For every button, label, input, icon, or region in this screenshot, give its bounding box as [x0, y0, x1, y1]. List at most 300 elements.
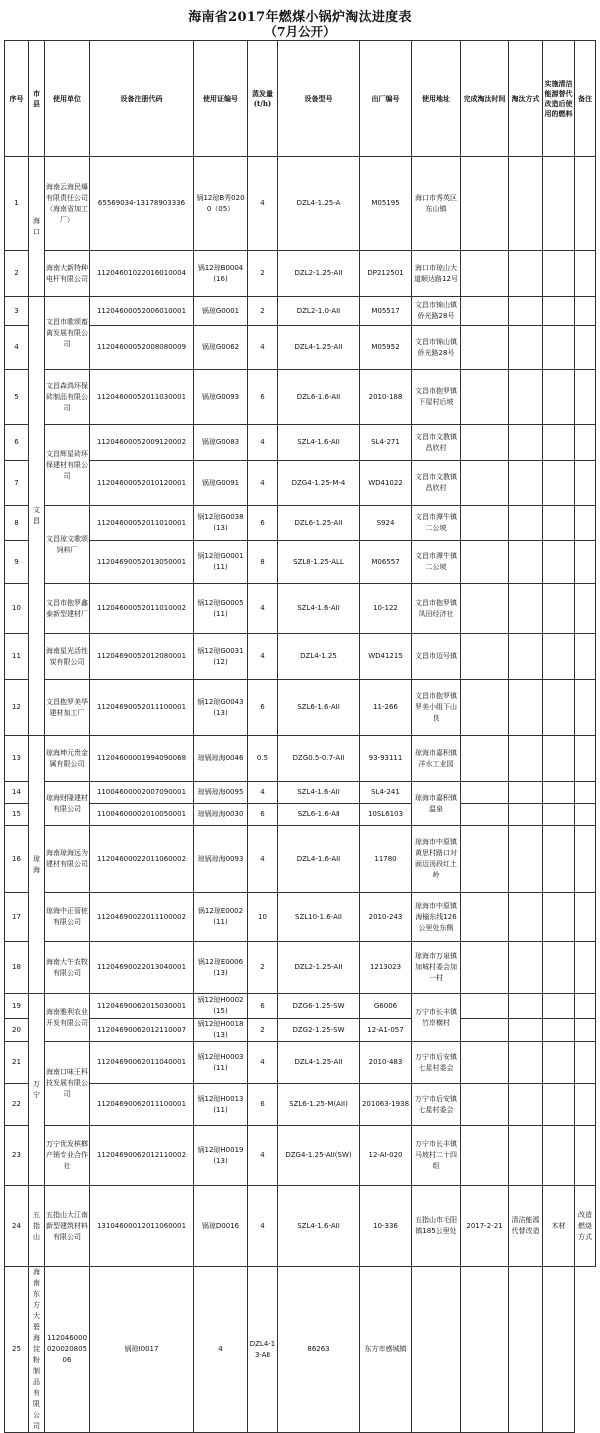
cell-method [509, 826, 543, 893]
cell-fuel: 木材 [543, 1186, 575, 1267]
cell-method [509, 461, 543, 506]
table-row [5, 506, 596, 541]
cell-method [509, 370, 543, 425]
cell-unit: 海南云海民爆有限责任公司（海南省加工厂） [45, 157, 90, 251]
cell-address: 万宁市后安镇七星村委会 [412, 1042, 461, 1084]
cell-done-time [461, 736, 509, 782]
cell-done-time [412, 1267, 461, 1433]
cell-seq: 7 [5, 461, 29, 506]
cell-remark [575, 680, 596, 736]
table-row [5, 157, 596, 251]
cell-address: 海口市秀英区东山镇 [412, 157, 461, 251]
cell-done-time [461, 1126, 509, 1186]
cell-reg-code: 11204690052013050001 [90, 541, 194, 584]
cell-fuel [543, 942, 575, 994]
cell-evap: 4 [248, 157, 278, 251]
cell-seq: 8 [5, 506, 29, 541]
cell-seq: 18 [5, 942, 29, 994]
cell-fuel [543, 326, 575, 370]
table-row [5, 251, 596, 297]
cell-fuel [543, 370, 575, 425]
cell-factory-no: 93-93111 [360, 736, 412, 782]
cell-cert-no: 锅12琼H0002(15) [194, 994, 248, 1019]
cell-done-time [461, 541, 509, 584]
cell-model: DZL2-1.25-AII [278, 251, 360, 297]
cell-remark [575, 826, 596, 893]
cell-cert-no: 锅琼G0001 [194, 297, 248, 326]
cell-method [509, 736, 543, 782]
header-done-time: 完成淘汰时间 [461, 41, 509, 157]
header-county: 市县 [29, 41, 45, 157]
cell-address: 琼海市万泉镇加城村委会加一村 [412, 942, 461, 994]
cell-county: 文昌 [29, 297, 45, 736]
cell-fuel [543, 1019, 575, 1042]
table-row [5, 994, 596, 1019]
cell-unit: 海南口味王科技发展有限公司 [45, 1042, 90, 1126]
cell-model: DZG2-1.25-SW [278, 1019, 360, 1042]
cell-remark: 改造燃烧方式 [575, 1186, 596, 1267]
cell-reg-code: 65569034-13178903336 [90, 157, 194, 251]
cell-done-time [461, 157, 509, 251]
cell-factory-no: M05517 [360, 297, 412, 326]
cell-model: DZG0.5-0.7-AII [278, 736, 360, 782]
cell-factory-no: 10SL6103 [360, 804, 412, 826]
cell-seq: 10 [5, 584, 29, 634]
header-factory-no: 出厂编号 [360, 41, 412, 157]
cell-address: 文昌市文教镇昌欣村 [412, 425, 461, 461]
cell-seq: 14 [5, 782, 29, 804]
cell-factory-no: 2010-243 [360, 893, 412, 942]
cell-method [509, 782, 543, 804]
cell-unit: 海南星光活性炭有限公司 [45, 634, 90, 680]
cell-cert-no: 锅12琼G0031(12) [194, 634, 248, 680]
cell-remark [575, 425, 596, 461]
cell-seq: 5 [5, 370, 29, 425]
cell-remark [575, 1126, 596, 1186]
cell-unit: 文昌市歌颂畜禽发展有限公司 [45, 297, 90, 370]
table-row [5, 680, 596, 736]
cell-model: DZG6-1.25-SW [278, 994, 360, 1019]
cell-cert-no: 琼锅琼海0046 [194, 736, 248, 782]
cell-reg-code: 11004600002010050001 [90, 804, 194, 826]
cell-address: 文昌市潭牛镇二公坡 [412, 506, 461, 541]
cell-evap: 4 [248, 782, 278, 804]
cell-evap: 4 [248, 826, 278, 893]
table-row [5, 584, 596, 634]
cell-reg-code: 11204601022016010004 [90, 251, 194, 297]
cell-method [509, 1042, 543, 1084]
cell-evap: 4 [248, 326, 278, 370]
cell-model: DZL2-1.0-AII [278, 297, 360, 326]
cell-seq: 19 [5, 994, 29, 1019]
cell-cert-no: 锅琼D0016 [194, 1186, 248, 1267]
table-row [5, 893, 596, 942]
cell-method [509, 584, 543, 634]
cell-evap: 6 [248, 994, 278, 1019]
cell-seq: 13 [5, 736, 29, 782]
cell-cert-no: 锅琼G0062 [194, 326, 248, 370]
cell-factory-no: 11780 [360, 826, 412, 893]
table-row [5, 1126, 596, 1186]
cell-cert-no: 锅12琼B0004(16) [194, 251, 248, 297]
cell-seq: 25 [5, 1267, 29, 1433]
cell-remark [575, 893, 596, 942]
cell-done-time [461, 1042, 509, 1084]
cell-evap: 8 [248, 541, 278, 584]
cell-done-time [461, 942, 509, 994]
cell-cert-no: 锅12琼G0005(11) [194, 584, 248, 634]
cell-remark [543, 1267, 575, 1433]
cell-cert-no: 琼锅琼海0093 [194, 826, 248, 893]
table-row [5, 1186, 596, 1267]
cell-cert-no: 锅12琼H0019(13) [194, 1126, 248, 1186]
cell-evap: 6 [248, 804, 278, 826]
cell-evap: 10 [248, 893, 278, 942]
cell-model: SZL10-1.6-AII [278, 893, 360, 942]
cell-seq: 22 [5, 1084, 29, 1126]
cell-model: SZL4-1.6-AII [278, 425, 360, 461]
cell-fuel [543, 782, 575, 804]
table-body [5, 157, 596, 1433]
cell-method [509, 942, 543, 994]
cell-remark [575, 461, 596, 506]
cell-model: SZL4-1.6-AII [278, 584, 360, 634]
cell-done-time [461, 1019, 509, 1042]
cell-model: DZL6-1.6-AII [278, 370, 360, 425]
cell-reg-code: 11204690062012110007 [90, 1019, 194, 1042]
cell-address: 东方市感城镇 [360, 1267, 412, 1433]
document-subtitle: （7月公开） [264, 24, 336, 39]
cell-factory-no: 86263 [278, 1267, 360, 1433]
cell-seq: 11 [5, 634, 29, 680]
cell-evap: 0.5 [248, 736, 278, 782]
table-row [5, 1019, 596, 1042]
cell-reg-code: 11204690062011040001 [90, 1042, 194, 1084]
cell-evap: 4 [248, 461, 278, 506]
cell-seq: 23 [5, 1126, 29, 1186]
cell-county: 五指山 [29, 1186, 45, 1267]
cell-address: 文昌市迈号镇 [412, 634, 461, 680]
cell-unit: 琼海财隆建材有限公司 [45, 782, 90, 826]
cell-done-time [461, 804, 509, 826]
header-seq: 序号 [5, 41, 29, 157]
cell-seq: 4 [5, 326, 29, 370]
cell-factory-no: 1213023 [360, 942, 412, 994]
cell-address: 文昌市抱罗镇下屋村后坡 [412, 370, 461, 425]
cell-fuel [543, 893, 575, 942]
table-row [5, 370, 596, 425]
table-row [5, 326, 596, 370]
header-method: 淘汰方式 [509, 41, 543, 157]
cell-remark [575, 782, 596, 804]
cell-model: SZL4-1.6-AII [278, 782, 360, 804]
cell-cert-no: 锅琼G0091 [194, 461, 248, 506]
cell-remark [575, 634, 596, 680]
cell-reg-code: 11204600002002080506 [45, 1267, 90, 1433]
cell-remark [575, 584, 596, 634]
cell-factory-no: DP212501 [360, 251, 412, 297]
cell-address: 琼海市嘉积镇洋水工业园 [412, 736, 461, 782]
cell-address: 文昌市抱罗镇罗美小组下山良 [412, 680, 461, 736]
cell-model: DZL4-13-AⅡ [248, 1267, 278, 1433]
cell-evap: 6 [248, 370, 278, 425]
cell-fuel [543, 461, 575, 506]
cell-remark [575, 804, 596, 826]
cell-reg-code: 11204600022011060002 [90, 826, 194, 893]
cell-address: 海口市琼山大道顺达路12号 [412, 251, 461, 297]
cell-unit: 文昌森鸿环保砖制品有限公司 [45, 370, 90, 425]
cell-address: 文昌市抱罗镇凤田经济社 [412, 584, 461, 634]
cell-evap: 4 [248, 1126, 278, 1186]
cell-seq: 9 [5, 541, 29, 584]
cell-reg-code: 11204690062012110002 [90, 1126, 194, 1186]
cell-factory-no: S924 [360, 506, 412, 541]
cell-method [509, 634, 543, 680]
cell-fuel [543, 1084, 575, 1126]
cell-factory-no: 2010-188 [360, 370, 412, 425]
cell-seq: 2 [5, 251, 29, 297]
cell-remark [575, 251, 596, 297]
cell-model: SZL8-1.25-ALL [278, 541, 360, 584]
cell-county: 万宁 [29, 994, 45, 1186]
cell-unit: 海南琼海远为建材有限公司 [45, 826, 90, 893]
cell-cert-no: 琼锅琼海0030 [194, 804, 248, 826]
cell-evap: 2 [248, 1019, 278, 1042]
header-fuel: 实施清洁能源替代改造后使用的燃料 [543, 41, 575, 157]
cell-remark [575, 736, 596, 782]
cell-evap: 4 [194, 1267, 248, 1433]
cell-address: 五指山市毛阳镇185公里处 [412, 1186, 461, 1267]
cell-evap: 4 [248, 1186, 278, 1267]
cell-unit: 万宁优发槟榔产销专业合作社 [45, 1126, 90, 1186]
cell-model: SZL4-1.6-AII [278, 1186, 360, 1267]
table-row [5, 736, 596, 782]
cell-cert-no: 锅12琼H0003(11) [194, 1042, 248, 1084]
cell-fuel [543, 826, 575, 893]
cell-factory-no: 10-122 [360, 584, 412, 634]
cell-model: DZL4-1.25-A [278, 157, 360, 251]
table-row [5, 461, 596, 506]
cell-cert-no: 锅12琼E0002(11) [194, 893, 248, 942]
cell-factory-no: M05195 [360, 157, 412, 251]
cell-fuel [543, 634, 575, 680]
cell-seq: 1 [5, 157, 29, 251]
boiler-elimination-table [4, 40, 596, 1433]
cell-factory-no: 12-A1-057 [360, 1019, 412, 1042]
cell-fuel [543, 804, 575, 826]
cell-address: 万宁市后安镇七星村委会 [412, 1084, 461, 1126]
cell-fuel [543, 1126, 575, 1186]
cell-remark [575, 326, 596, 370]
cell-address: 万宁市长丰镇竹岸横村 [412, 994, 461, 1042]
cell-reg-code: 11204690022013040001 [90, 942, 194, 994]
cell-factory-no: WD41022 [360, 461, 412, 506]
cell-reg-code: 13104600012011060001 [90, 1186, 194, 1267]
table-row [5, 297, 596, 326]
cell-reg-code: 11204600001994090068 [90, 736, 194, 782]
cell-remark [575, 157, 596, 251]
table-row [5, 425, 596, 461]
cell-unit: 琼海中正管桩有限公司 [45, 893, 90, 942]
cell-done-time [461, 782, 509, 804]
cell-address: 琼海市嘉积镇温泉 [412, 782, 461, 826]
cell-cert-no: 锅12琼H0018(13) [194, 1019, 248, 1042]
header-address: 使用地址 [412, 41, 461, 157]
cell-fuel [543, 425, 575, 461]
cell-evap: 2 [248, 297, 278, 326]
cell-model: DZL4-1.25-AII [278, 1042, 360, 1084]
cell-done-time [461, 893, 509, 942]
cell-fuel [543, 541, 575, 584]
cell-seq: 15 [5, 804, 29, 826]
cell-reg-code: 11204600052011010001 [90, 506, 194, 541]
cell-unit: 海南大午农牧有限公司 [45, 942, 90, 994]
cell-unit: 文昌抱罗美华建材加工厂 [45, 680, 90, 736]
cell-evap: 6 [248, 506, 278, 541]
cell-reg-code: 11004600002007090001 [90, 782, 194, 804]
cell-evap: 2 [248, 942, 278, 994]
header-model: 设备型号 [278, 41, 360, 157]
cell-model: SZL6-1.25-M(AII) [278, 1084, 360, 1126]
document-title: 海南省2017年燃煤小锅炉淘汰进度表 [188, 10, 412, 25]
cell-method [509, 804, 543, 826]
cell-address: 文昌市锦山镇侨光路28号 [412, 326, 461, 370]
cell-cert-no: 锅12琼B秀0200（05） [194, 157, 248, 251]
cell-done-time [461, 994, 509, 1019]
cell-done-time [461, 506, 509, 541]
cell-remark [575, 1042, 596, 1084]
cell-fuel [543, 297, 575, 326]
cell-method [509, 541, 543, 584]
cell-seq: 6 [5, 425, 29, 461]
cell-reg-code: 11204600052011030001 [90, 370, 194, 425]
cell-done-time [461, 425, 509, 461]
cell-model: DZG4-1.25-AII(SW) [278, 1126, 360, 1186]
cell-done-time [461, 584, 509, 634]
cell-factory-no: G6006 [360, 994, 412, 1019]
cell-method [509, 893, 543, 942]
cell-address: 文昌市文教镇昌欣村 [412, 461, 461, 506]
cell-evap: 6 [248, 1084, 278, 1126]
cell-remark [575, 994, 596, 1019]
cell-address: 文昌市锦山镇侨光路28号 [412, 297, 461, 326]
cell-seq: 17 [5, 893, 29, 942]
cell-method [509, 680, 543, 736]
cell-cert-no: 锅琼I0017 [90, 1267, 194, 1433]
cell-done-time [461, 370, 509, 425]
cell-factory-no: M06557 [360, 541, 412, 584]
cell-county: 琼海 [29, 736, 45, 994]
cell-factory-no: M05952 [360, 326, 412, 370]
cell-model: DZL4-1.25 [278, 634, 360, 680]
table-row [5, 541, 596, 584]
cell-factory-no: 2010-483 [360, 1042, 412, 1084]
cell-method [509, 297, 543, 326]
cell-seq: 16 [5, 826, 29, 893]
cell-done-time: 2017-2-21 [461, 1186, 509, 1267]
cell-method [509, 251, 543, 297]
cell-cert-no: 锅12琼G0001(11) [194, 541, 248, 584]
cell-unit: 五指山大江南新型建筑材料有限公司 [45, 1186, 90, 1267]
cell-method [509, 157, 543, 251]
cell-model: DZL2-1.25-AII [278, 942, 360, 994]
cell-remark [575, 1019, 596, 1042]
cell-address: 万宁市长丰镇马坡村二十四组 [412, 1126, 461, 1186]
header-evap: 蒸发量(t/h) [248, 41, 278, 157]
cell-cert-no: 锅琼G0093 [194, 370, 248, 425]
cell-model: DZL4-1.6-AII [278, 826, 360, 893]
cell-cert-no: 锅12琼H0013(11) [194, 1084, 248, 1126]
cell-method [509, 506, 543, 541]
table-row [5, 1042, 596, 1084]
header-reg-code: 设备注册代码 [90, 41, 194, 157]
cell-factory-no: 10-336 [360, 1186, 412, 1267]
cell-method [509, 1126, 543, 1186]
cell-county: 海口 [29, 157, 45, 297]
header-cert-no: 使用证编号 [194, 41, 248, 157]
cell-cert-no: 锅12琼G0043(13) [194, 680, 248, 736]
cell-fuel [543, 584, 575, 634]
cell-reg-code: 11204690062011100001 [90, 1084, 194, 1126]
cell-factory-no: 11-266 [360, 680, 412, 736]
cell-address: 琼海市中原镇黄思村路口对面迈汤段红土岭 [412, 826, 461, 893]
cell-factory-no: SL4-241 [360, 782, 412, 804]
cell-reg-code: 11204690062015030001 [90, 994, 194, 1019]
cell-factory-no: SL4-271 [360, 425, 412, 461]
cell-evap: 2 [248, 251, 278, 297]
cell-unit: 海南东方大碧海淀粉制品有限公司 [29, 1267, 45, 1433]
cell-done-time [461, 461, 509, 506]
table-row [5, 826, 596, 893]
cell-model: DZG4-1.25-M-4 [278, 461, 360, 506]
cell-unit: 海南雅利农业开发有限公司 [45, 994, 90, 1042]
cell-unit: 文昌琼文歌颂饲料厂 [45, 506, 90, 584]
cell-unit: 文昌辉星砖环保建材有限公司 [45, 425, 90, 506]
cell-reg-code: 11204600052009120002 [90, 425, 194, 461]
cell-evap: 6 [248, 680, 278, 736]
cell-evap: 4 [248, 1042, 278, 1084]
cell-fuel [543, 251, 575, 297]
cell-cert-no: 琼锅琼海0095 [194, 782, 248, 804]
header-row [5, 41, 596, 157]
cell-unit: 文昌市抱罗鑫泰新型建材厂 [45, 584, 90, 634]
cell-fuel [509, 1267, 543, 1433]
cell-reg-code: 11204690052012080001 [90, 634, 194, 680]
cell-done-time [461, 297, 509, 326]
cell-reg-code: 11204690022011100002 [90, 893, 194, 942]
cell-factory-no: 12-AI-020 [360, 1126, 412, 1186]
cell-method [509, 994, 543, 1019]
header-remark: 备注 [575, 41, 596, 157]
cell-done-time [461, 1084, 509, 1126]
table-row [5, 634, 596, 680]
cell-factory-no: 201063-1938 [360, 1084, 412, 1126]
cell-method [461, 1267, 509, 1433]
cell-address: 文昌市潭牛镇二公坡 [412, 541, 461, 584]
cell-seq: 24 [5, 1186, 29, 1267]
table-row [5, 804, 596, 826]
cell-fuel [543, 680, 575, 736]
table-row [5, 1267, 596, 1433]
cell-reg-code: 11204600052008080009 [90, 326, 194, 370]
cell-seq: 12 [5, 680, 29, 736]
cell-unit: 琼海坤元贵金属有限公司 [45, 736, 90, 782]
cell-fuel [543, 736, 575, 782]
cell-cert-no: 锅琼G0083 [194, 425, 248, 461]
cell-evap: 4 [248, 584, 278, 634]
cell-done-time [461, 326, 509, 370]
cell-remark [575, 541, 596, 584]
